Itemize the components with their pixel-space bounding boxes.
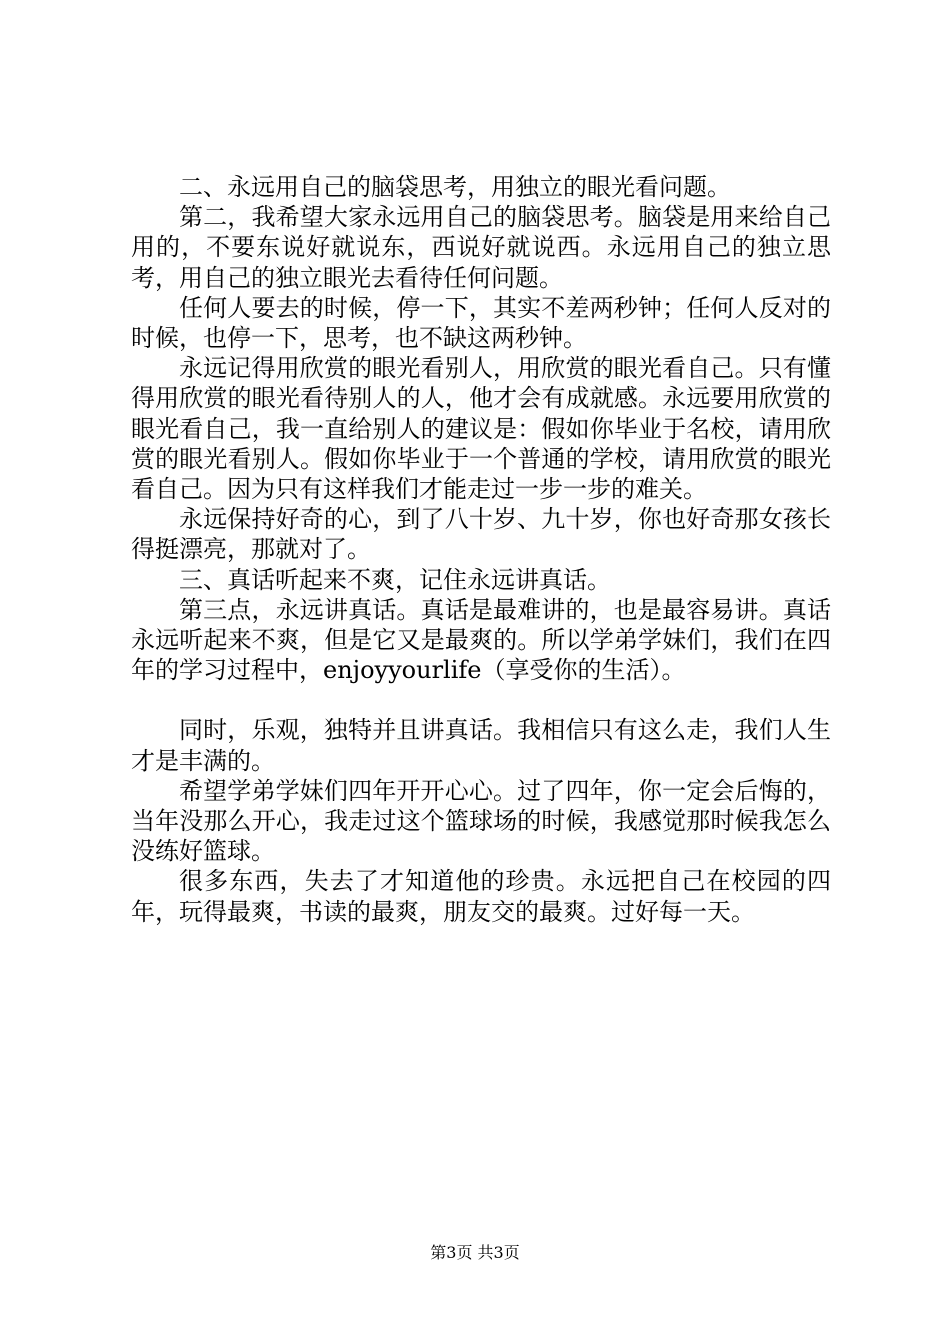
paragraph: 任何人要去的时候，停一下，其实不差两秒钟；任何人反对的时候，也停一下，思考，也不缺这两秒钟。 [131, 293, 831, 353]
paragraph: 很多东西，失去了才知道他的珍贵。永远把自己在校园的四年，玩得最爽，书读的最爽，朋友交的最爽。过好每一天。 [131, 867, 831, 926]
paragraph: 第三点，永远讲真话。真话是最难讲的，也是最容易讲。真话永远听起来不爽，但是它又是最爽的。所以学弟学妹们，我们在四年的学习过程中，enjoyyourlife（享受你的生活）。 [131, 595, 831, 685]
page-number-footer: 第3页 共3页 [430, 1243, 520, 1262]
paragraph: 希望学弟学妹们四年开开心心。过了四年，你一定会后悔的，当年没那么开心，我走过这个篮球场的时候，我感觉那时候我怎么没练好篮球。 [131, 776, 831, 866]
paragraph: 第二，我希望大家永远用自己的脑袋思考。脑袋是用来给自己用的，不要东说好就说东，西说好就说西。永远用自己的独立思考，用自己的独立眼光去看待任何问题。 [131, 203, 831, 292]
document-body [131, 172, 831, 927]
section-heading-2: 二、永远用自己的脑袋思考，用独立的眼光看问题。 [179, 173, 731, 201]
section-heading-3: 三、真话听起来不爽，记住永远讲真话。 [179, 565, 611, 594]
paragraph: 永远记得用欣赏的眼光看别人，用欣赏的眼光看自己。只有懂得用欣赏的眼光看待别人的人，他才会有成就感。永远要用欣赏的眼光看自己，我一直给别人的建议是：假如你毕业于名校，请用欣赏的眼光看别人。假如你毕业于一个普通的学校，请用欣赏的眼光看自己。因为只有这样我们才能走过一步一步的难关。 [131, 354, 831, 504]
paragraph: 永远保持好奇的心，到了八十岁、九十岁，你也好奇那女孩长得挺漂亮，那就对了。 [131, 505, 831, 564]
paragraph: 同时，乐观，独特并且讲真话。我相信只有这么走，我们人生才是丰满的。 [131, 716, 831, 775]
